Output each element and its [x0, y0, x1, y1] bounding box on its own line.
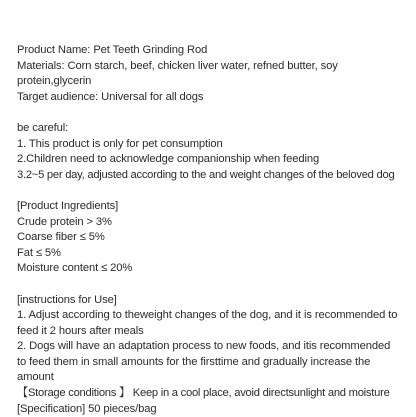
- product-description: [17, 43, 409, 417]
- spacer: [17, 183, 409, 199]
- instruction-item: 1. Adjust according to theweight changes of the dog, and it is recommended to feed it 2 hours after meals: [17, 309, 398, 337]
- spacer: [17, 277, 409, 293]
- careful-item: 3.2~5 per day, adjusted according to the and weight changes of the beloved dog: [17, 168, 395, 181]
- careful-item: 2.Children need to acknowledge companionship when feeding: [17, 153, 320, 166]
- careful-item: 1. This product is only for pet consumption: [17, 137, 223, 150]
- target-audience: Target audience: Universal for all dogs: [17, 90, 204, 103]
- spacer: [17, 105, 409, 121]
- product-name: Product Name: Pet Teeth Grinding Rod: [17, 44, 208, 56]
- instructions-heading: [instructions for Use]: [17, 293, 117, 306]
- ingredient-item: Moisture content ≤ 20%: [17, 262, 133, 275]
- ingredient-item: Coarse fiber ≤ 5%: [17, 231, 105, 244]
- instruction-item: 2. Dogs will have an adaptation process to new foods, and itis recommended to feed them in small amounts for the firsttime and gradually increase the amount: [17, 340, 391, 384]
- specification: [Specification] 50 pieces/bag: [17, 402, 157, 415]
- materials: Materials: Corn starch, beef, chicken liver water, refned butter, soy protein,glycerin: [17, 59, 338, 88]
- ingredient-item: Crude protein > 3%: [17, 215, 112, 228]
- ingredients-heading: [Product Ingredients]: [17, 199, 119, 212]
- ingredient-item: Fat ≤ 5%: [17, 246, 61, 259]
- careful-heading: be careful:: [17, 121, 69, 134]
- storage-conditions: 【Storage conditions 】 Keep in a cool place, avoid directsunlight and moisture: [17, 387, 390, 400]
